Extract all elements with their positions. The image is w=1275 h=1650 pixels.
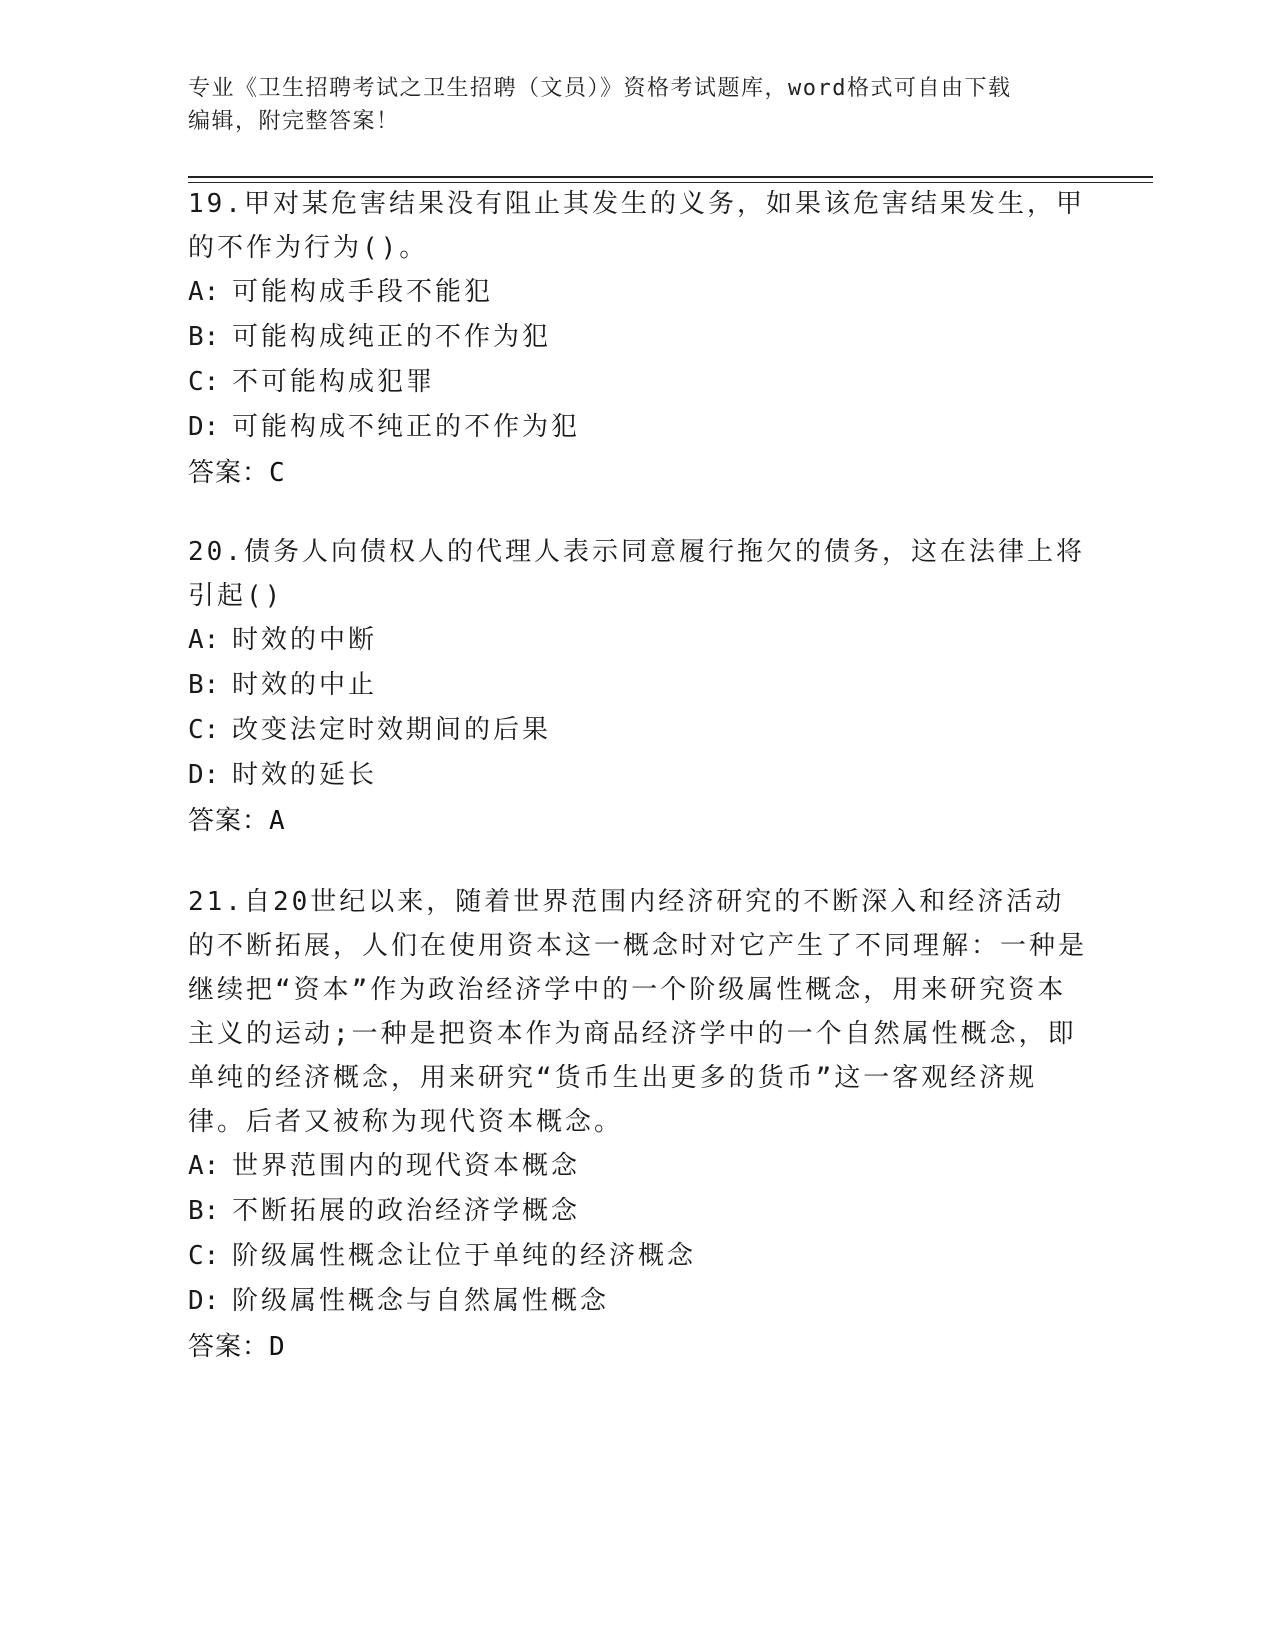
option-d: D: 阶级属性概念与自然属性概念 bbox=[188, 1286, 610, 1316]
answer-line: 答案：C bbox=[188, 458, 286, 488]
option-c: C: 改变法定时效期间的后果 bbox=[188, 715, 552, 745]
option-a: A: 可能构成手段不能犯 bbox=[188, 277, 494, 307]
option-c: C: 不可能构成犯罪 bbox=[188, 367, 436, 397]
question-stem: 20.债务人向债权人的代理人表示同意履行拖欠的债务，这在法律上将引起() bbox=[188, 537, 1085, 611]
document-header bbox=[188, 72, 1068, 138]
answer-line: 答案：A bbox=[188, 806, 286, 836]
question-stem: 19.甲对某危害结果没有阻止其发生的义务，如果该危害结果发生，甲的不作为行为()。 bbox=[188, 189, 1085, 263]
option-b: B: 时效的中止 bbox=[188, 670, 378, 700]
option-c: C: 阶级属性概念让位于单纯的经济概念 bbox=[188, 1241, 697, 1271]
question-21 bbox=[188, 880, 1088, 1370]
option-a: A: 时效的中断 bbox=[188, 625, 378, 655]
answer-line: 答案：D bbox=[188, 1332, 286, 1362]
option-b: B: 可能构成纯正的不作为犯 bbox=[188, 322, 552, 352]
question-19 bbox=[188, 182, 1088, 496]
option-d: D: 时效的延长 bbox=[188, 760, 378, 790]
answer-value: A bbox=[269, 806, 286, 836]
option-d: D: 可能构成不纯正的不作为犯 bbox=[188, 412, 581, 442]
option-a: A: 世界范围内的现代资本概念 bbox=[188, 1151, 581, 1181]
header-line-1: 专业《卫生招聘考试之卫生招聘（文员）》资格考试题库，word格式可自由下载 bbox=[188, 76, 1012, 101]
answer-value: C bbox=[269, 458, 286, 488]
header-divider-thick bbox=[188, 176, 1153, 178]
header-line-2: 编辑，附完整答案！ bbox=[188, 109, 400, 134]
question-20 bbox=[188, 530, 1088, 844]
answer-value: D bbox=[269, 1332, 286, 1362]
question-stem: 21.自20世纪以来，随着世界范围内经济研究的不断深入和经济活动的不断拓展，人们在使用资本这一概念时对它产生了不同理解：一种是继续把“资本”作为政治经济学中的一个阶级属性概念，用来研究资本主义的运动;一种是把资本作为商品经济学中的一个自然属性概念，即单纯的经济概念，用来研究“货币生出更多的货币”这一客观经济规律。后者又被称为现代资本概念。 bbox=[188, 887, 1088, 1137]
option-b: B: 不断拓展的政治经济学概念 bbox=[188, 1196, 581, 1226]
